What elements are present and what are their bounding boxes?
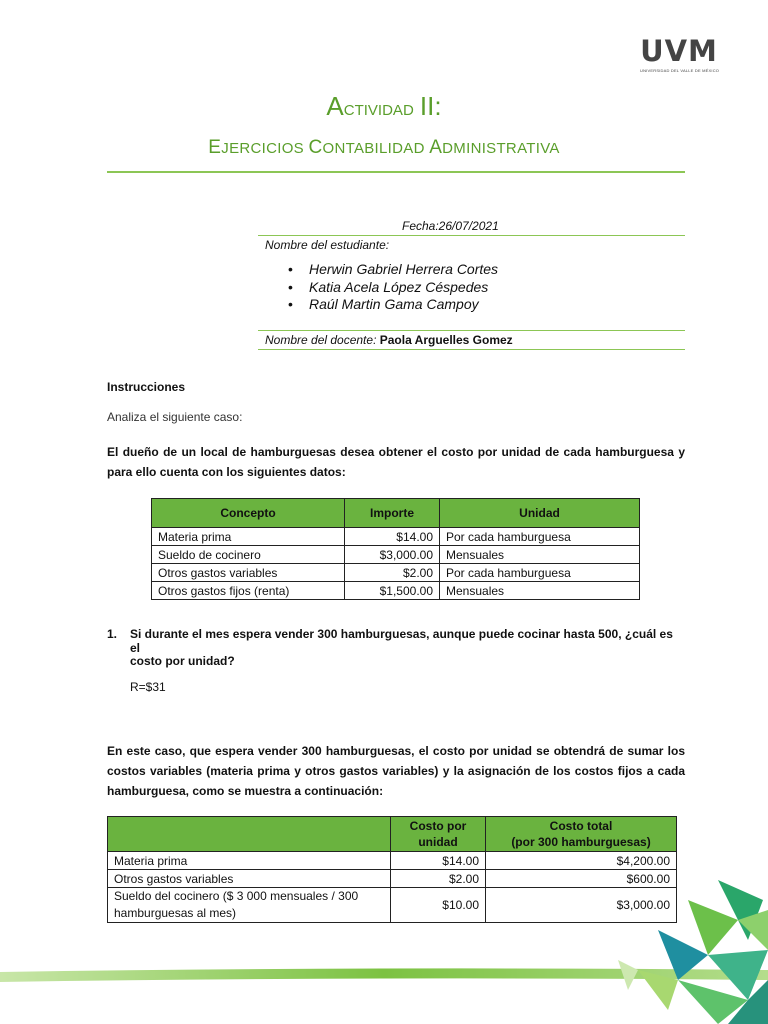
student-name: • Katia Acela López Céspedes bbox=[288, 279, 498, 297]
column-header: Costo por unidad bbox=[391, 817, 486, 852]
table-row bbox=[108, 852, 677, 870]
table-cell: $600.00 bbox=[486, 870, 677, 888]
teacher-field bbox=[265, 333, 513, 347]
table-cell: Otros gastos variables bbox=[152, 564, 345, 582]
table-cell: Sueldo del cocinero ($ 3 000 mensuales / 300 hamburguesas al mes) bbox=[108, 888, 391, 923]
column-header-line: Costo total bbox=[549, 819, 613, 833]
document-subtitle bbox=[0, 137, 768, 159]
table-cell: Mensuales bbox=[440, 582, 640, 600]
table-cell: $14.00 bbox=[391, 852, 486, 870]
table-row bbox=[108, 870, 677, 888]
subtitle-initial-2: C bbox=[308, 137, 323, 158]
column-header-empty bbox=[108, 817, 391, 852]
table-row bbox=[152, 528, 640, 546]
table-cell: $2.00 bbox=[345, 564, 440, 582]
table-cell: Otros gastos variables bbox=[108, 870, 391, 888]
table-cell: Sueldo de cocinero bbox=[152, 546, 345, 564]
table-cell: $1,500.00 bbox=[345, 582, 440, 600]
table-cell: $14.00 bbox=[345, 528, 440, 546]
subtitle-initial-1: E bbox=[208, 137, 222, 158]
column-header: Importe bbox=[345, 499, 440, 528]
subtitle-word-1: JERCICIOS bbox=[221, 140, 304, 157]
table-cell: $3,000.00 bbox=[345, 546, 440, 564]
teacher-name: Paola Arguelles Gomez bbox=[379, 333, 513, 347]
student-label: Nombre del estudiante: bbox=[265, 238, 390, 252]
table-cell: Por cada hamburguesa bbox=[440, 528, 640, 546]
cost-table bbox=[107, 816, 677, 923]
case-intro: El dueño de un local de hamburguesas desea obtener el costo por unidad de cada hamburguesa y para ello cuenta con los siguientes datos: bbox=[107, 445, 685, 479]
subtitle-word-2: ONTABILIDAD bbox=[322, 140, 425, 157]
column-header bbox=[486, 817, 677, 852]
docente-bottom-divider bbox=[258, 349, 685, 350]
table-row bbox=[152, 564, 640, 582]
explanation-text: En este caso, que espera vender 300 hamburguesas, el costo por unidad se obtendrá de sumar los costos variables (materia prima y otros gastos variables) y la asignación de los costos fijos a cada hamburguesa, como se muestra a continuación: bbox=[107, 744, 685, 798]
title-divider bbox=[107, 171, 685, 173]
table-cell: $4,200.00 bbox=[486, 852, 677, 870]
table-row bbox=[152, 546, 640, 564]
question-number: 1. bbox=[107, 627, 118, 641]
teacher-label: Nombre del docente: bbox=[265, 333, 377, 347]
student-name: • Herwin Gabriel Herrera Cortes bbox=[288, 261, 498, 279]
title-number: II: bbox=[419, 91, 442, 121]
subtitle-initial-3: A bbox=[429, 137, 443, 158]
instructions-text: Analiza el siguiente caso: bbox=[107, 410, 243, 424]
title-initial: A bbox=[326, 91, 344, 121]
subtitle-word-3: DMINISTRATIVA bbox=[442, 140, 560, 157]
document-title bbox=[0, 91, 768, 122]
table-cell: $2.00 bbox=[391, 870, 486, 888]
table-cell: Materia prima bbox=[152, 528, 345, 546]
data-table bbox=[151, 498, 640, 600]
uvm-logo bbox=[640, 36, 718, 73]
student-name: • Raúl Martin Gama Campoy bbox=[288, 296, 498, 314]
table-cell: $3,000.00 bbox=[486, 888, 677, 923]
question-text: Si durante el mes espera vender 300 hamburguesas, aunque puede cocinar hasta 500, ¿cuál es el bbox=[130, 627, 673, 655]
logo-mark: UVM bbox=[640, 34, 718, 68]
table-header-row bbox=[108, 817, 677, 852]
question-text-cont: costo por unidad? bbox=[130, 654, 235, 668]
column-header-line: (por 300 hamburguesas) bbox=[511, 835, 651, 849]
instructions-heading: Instrucciones bbox=[107, 380, 186, 394]
student-list bbox=[288, 261, 498, 314]
decorative-geometric-graphic bbox=[598, 860, 768, 1024]
column-header: Concepto bbox=[152, 499, 345, 528]
table-header-row bbox=[152, 499, 640, 528]
table-cell: Por cada hamburguesa bbox=[440, 564, 640, 582]
table-cell: Materia prima bbox=[108, 852, 391, 870]
table-row bbox=[108, 888, 677, 923]
date-divider bbox=[258, 235, 685, 236]
docente-top-divider bbox=[258, 330, 685, 331]
title-word: ctividad bbox=[343, 95, 414, 120]
date-field: Fecha:26/07/2021 bbox=[402, 219, 499, 233]
table-cell: Otros gastos fijos (renta) bbox=[152, 582, 345, 600]
column-header: Unidad bbox=[440, 499, 640, 528]
question-answer: R=$31 bbox=[130, 680, 166, 694]
table-cell: $10.00 bbox=[391, 888, 486, 923]
table-row bbox=[152, 582, 640, 600]
logo-tagline: UNIVERSIDAD DEL VALLE DE MÉXICO bbox=[640, 68, 720, 73]
table-cell: Mensuales bbox=[440, 546, 640, 564]
